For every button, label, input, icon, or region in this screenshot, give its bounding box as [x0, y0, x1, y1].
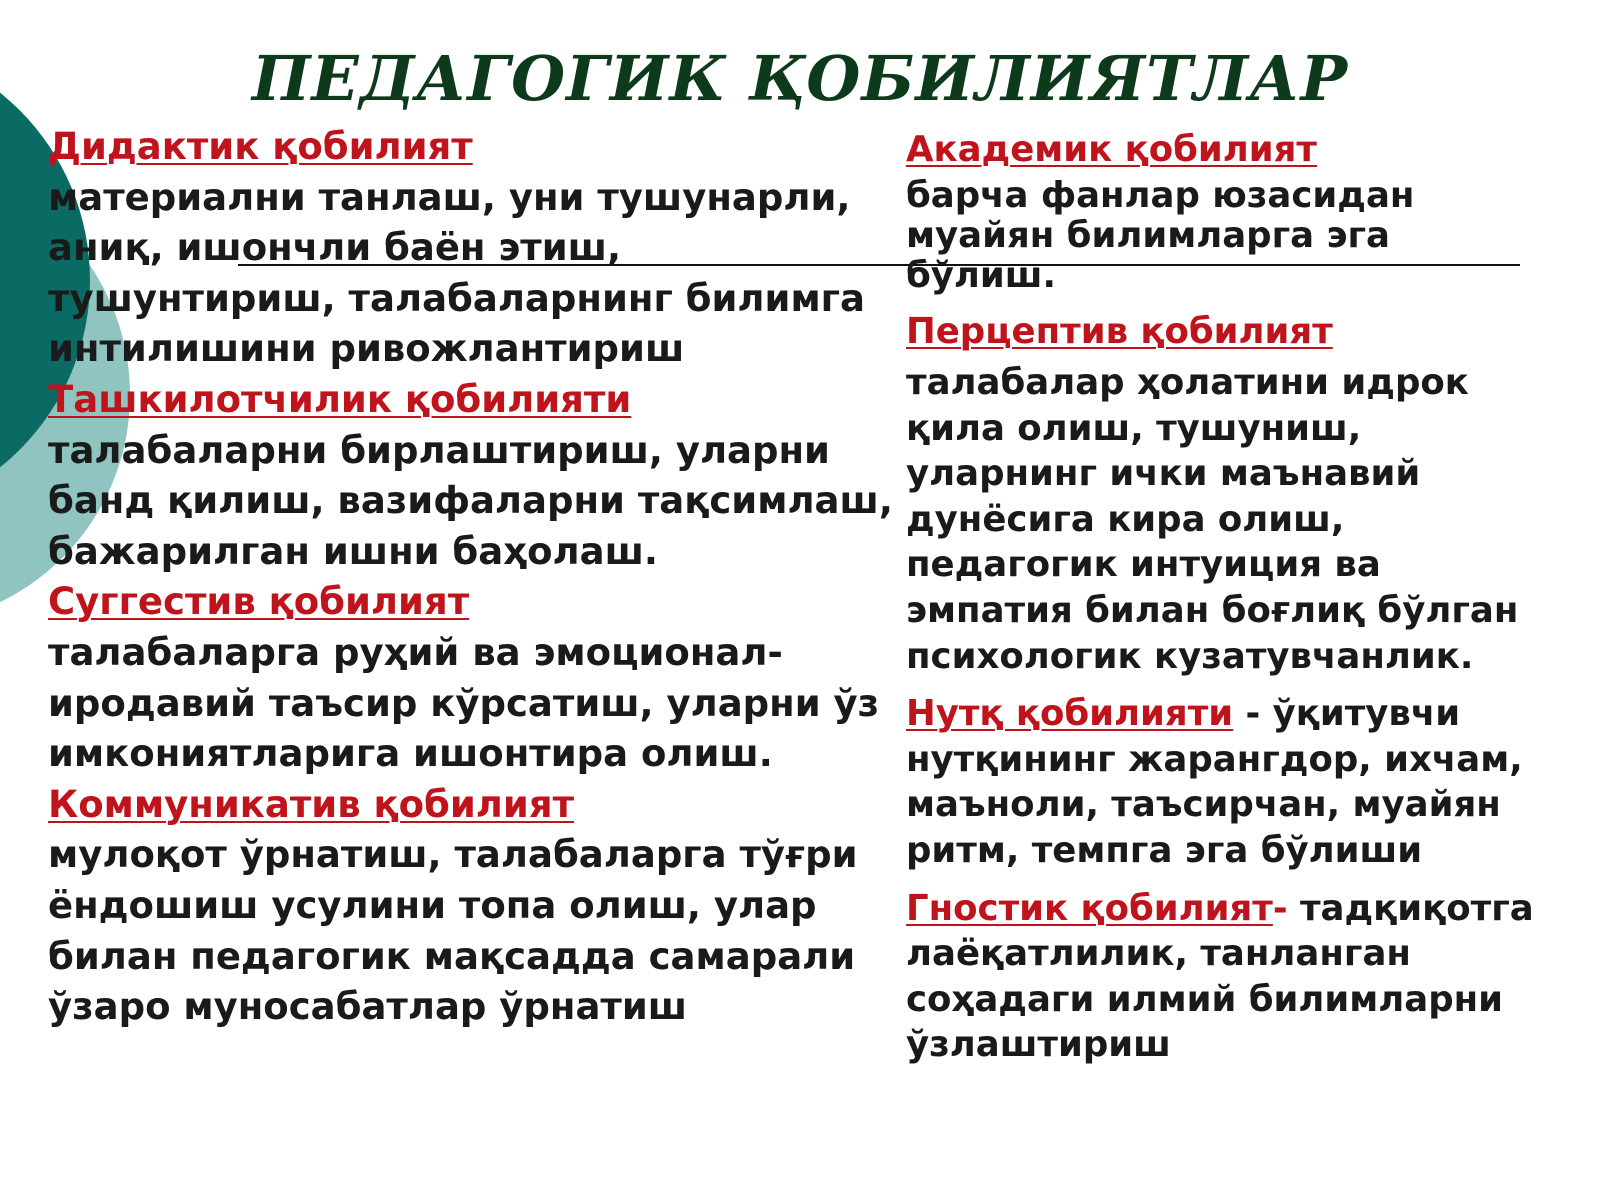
section-heading: Перцептив қобилият: [906, 311, 1333, 352]
section-line: педагогик интуиция ва: [906, 544, 1381, 586]
section-line: иродавий таъсир кўрсатиш, уларни ўз: [48, 681, 880, 725]
section-organizational: [48, 375, 893, 577]
section-line: бўлиш.: [906, 255, 1056, 296]
section-line: нутқининг жарангдор, ихчам,: [906, 738, 1523, 780]
slide-title: ПЕДАГОГИК ҚОБИЛИЯТЛАР: [251, 42, 1349, 115]
section-line: мулоқот ўрнатиш, талабаларга тўғри: [48, 833, 858, 877]
section-line: материални танлаш, уни тушунарли,: [48, 175, 851, 219]
section-heading: Коммуникатив қобилият: [48, 782, 575, 826]
section-heading: Академик қобилият: [906, 129, 1318, 170]
section-didactic: [48, 122, 888, 375]
section-line: уларнинг ички маънавий: [906, 453, 1421, 495]
section-line: ўзаро муносабатлар ўрнатиш: [48, 985, 688, 1029]
section-line: талабаларни бирлаштириш, уларни: [48, 428, 830, 472]
section-perceptive: [906, 304, 1596, 679]
section-line: ритм, темпга эга бўлиши: [906, 829, 1423, 871]
section-line: ўзлаштириш: [906, 1024, 1171, 1066]
section-line: психологик кузатувчанлик.: [906, 635, 1474, 677]
section-line: муайян билимларга эга: [906, 215, 1390, 256]
section-line: аниқ, ишончли баён этиш,: [48, 226, 622, 270]
right-column: [906, 124, 1596, 1068]
section-heading: Гностик қобилият: [906, 887, 1273, 929]
section-line: билан педагогик мақсадда самарали: [48, 934, 856, 978]
section-heading: Дидактик қобилият: [48, 125, 473, 168]
section-line: талабаларга руҳий ва эмоционал-: [48, 630, 783, 674]
section-heading: Суггестив қобилият: [48, 580, 470, 624]
section-line: бажарилган ишни баҳолаш.: [48, 529, 658, 573]
section-heading-line: [906, 886, 1596, 932]
section-line: дунёсига кира олиш,: [906, 498, 1345, 540]
section-gnostic: [906, 886, 1596, 1068]
section-academic: [906, 124, 1596, 296]
section-speech: [906, 691, 1596, 873]
left-column: [48, 122, 893, 1033]
section-line: соҳадаги илмий билимларни: [906, 978, 1504, 1020]
section-heading: Нутқ қобилияти: [906, 693, 1234, 735]
section-line: маъноли, таъсирчан, муайян: [906, 784, 1501, 826]
section-line: имкониятларига ишонтира олиш.: [48, 732, 773, 776]
section-line: банд қилиш, вазифаларни тақсимлаш,: [48, 479, 893, 523]
section-line: талабалар ҳолатини идрок: [906, 362, 1469, 403]
section-line: барча фанлар юзасидан: [906, 175, 1415, 216]
section-heading-suffix: - ўқитувчи: [1233, 693, 1461, 735]
section-heading-dash: -: [1272, 887, 1288, 929]
section-line: тушунтириш, талабаларнинг билимга: [48, 276, 865, 320]
section-heading-line: [906, 691, 1596, 737]
section-heading-suffix: тадқиқотга: [1287, 887, 1534, 929]
section-line: эмпатия билан боғлиқ бўлган: [906, 589, 1519, 631]
section-suggestive: [48, 577, 888, 779]
section-line: ёндошиш усулини топа олиш, улар: [48, 883, 817, 927]
section-line: қила олиш, тушуниш,: [906, 407, 1362, 449]
section-line: лаёқатлилик, танланган: [906, 933, 1411, 975]
section-communicative: [48, 780, 888, 1033]
section-line: интилишини ривожлантириш: [48, 327, 685, 371]
section-heading: Ташкилотчилик қобилияти: [48, 377, 632, 421]
